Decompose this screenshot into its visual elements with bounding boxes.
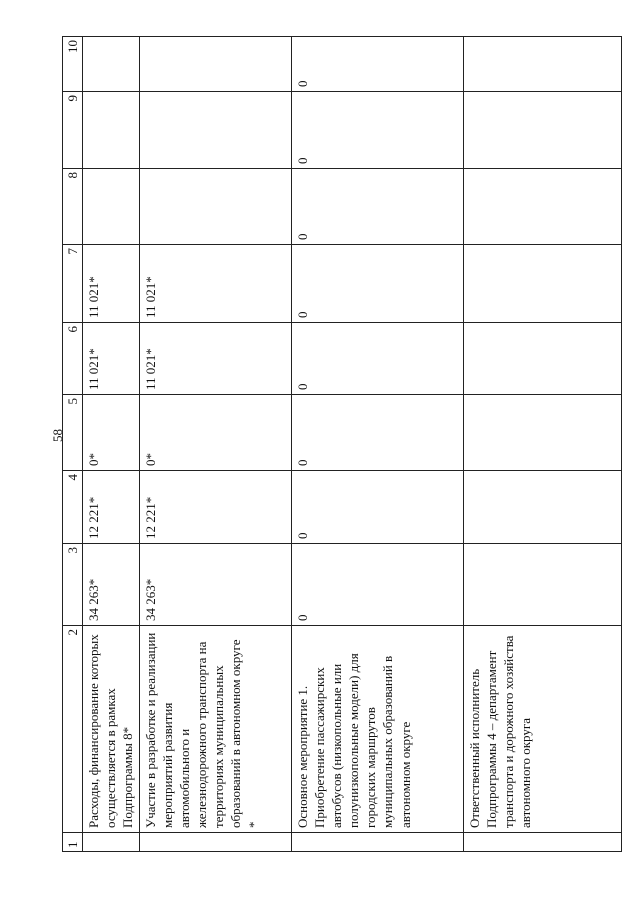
cell-description: Ответственный исполнитель Подпрограммы 4 – департамент транспорта и дорожного хозяйства автономного округа [463,626,621,833]
cell-col-10 [463,37,621,92]
cell-description: Расходы, финансирование которых осуществляется в рамках Подпрограммы 8* [83,626,139,833]
cell-col-3: 34 263* [139,544,291,626]
cell-col-7: 11 021* [83,245,139,323]
cell-col-4: 12 221* [83,471,139,544]
cell-col-8 [139,169,291,245]
cell-col-1 [139,833,291,852]
cell-col-7: 11 021* [139,245,291,323]
table-wrapper [62,37,622,852]
cell-col-6: 11 021* [139,323,291,395]
header-col-6: 6 [63,323,83,395]
budget-table [62,36,622,852]
cell-col-9: 0 [291,92,463,169]
cell-col-8 [463,169,621,245]
page-number: 58 [50,429,65,442]
cell-col-10: 0 [291,37,463,92]
cell-col-9 [139,92,291,169]
header-col-8: 8 [63,169,83,245]
cell-description: Участие в разработке и реализации мероприятий развития автомобильного и железнодорожного транспорта на территориях муниципальных образований в автономном округе * [139,626,291,833]
table-row [291,37,463,852]
header-col-1: 1 [63,833,83,852]
cell-col-10 [139,37,291,92]
cell-col-5: 0* [83,395,139,471]
cell-col-5: 0 [291,395,463,471]
cell-col-6 [463,323,621,395]
header-col-9: 9 [63,92,83,169]
header-col-5: 5 [63,395,83,471]
table-row [139,37,291,852]
cell-col-4 [463,471,621,544]
cell-col-3: 34 263* [83,544,139,626]
cell-description: Основное мероприятие 1. Приобретение пассажирских автобусов (низкопольные или полунизкопольные модели) для городских маршрутов муниципальных образований в автономном округе [291,626,463,833]
cell-col-3 [463,544,621,626]
cell-col-8 [83,169,139,245]
cell-col-1 [291,833,463,852]
cell-col-9 [463,92,621,169]
cell-col-6: 0 [291,323,463,395]
cell-col-3: 0 [291,544,463,626]
cell-col-5 [463,395,621,471]
cell-col-7 [463,245,621,323]
cell-col-6: 11 021* [83,323,139,395]
header-col-7: 7 [63,245,83,323]
cell-col-10 [83,37,139,92]
cell-col-1 [83,833,139,852]
cell-col-4: 12 221* [139,471,291,544]
cell-col-7: 0 [291,245,463,323]
header-col-10: 10 [63,37,83,92]
cell-col-4: 0 [291,471,463,544]
header-col-2: 2 [63,626,83,833]
header-col-4: 4 [63,471,83,544]
header-col-3: 3 [63,544,83,626]
cell-col-1 [463,833,621,852]
cell-col-8: 0 [291,169,463,245]
cell-col-9 [83,92,139,169]
table-row [83,37,139,852]
table-row [463,37,621,852]
header-row [63,37,83,852]
cell-col-5: 0* [139,395,291,471]
